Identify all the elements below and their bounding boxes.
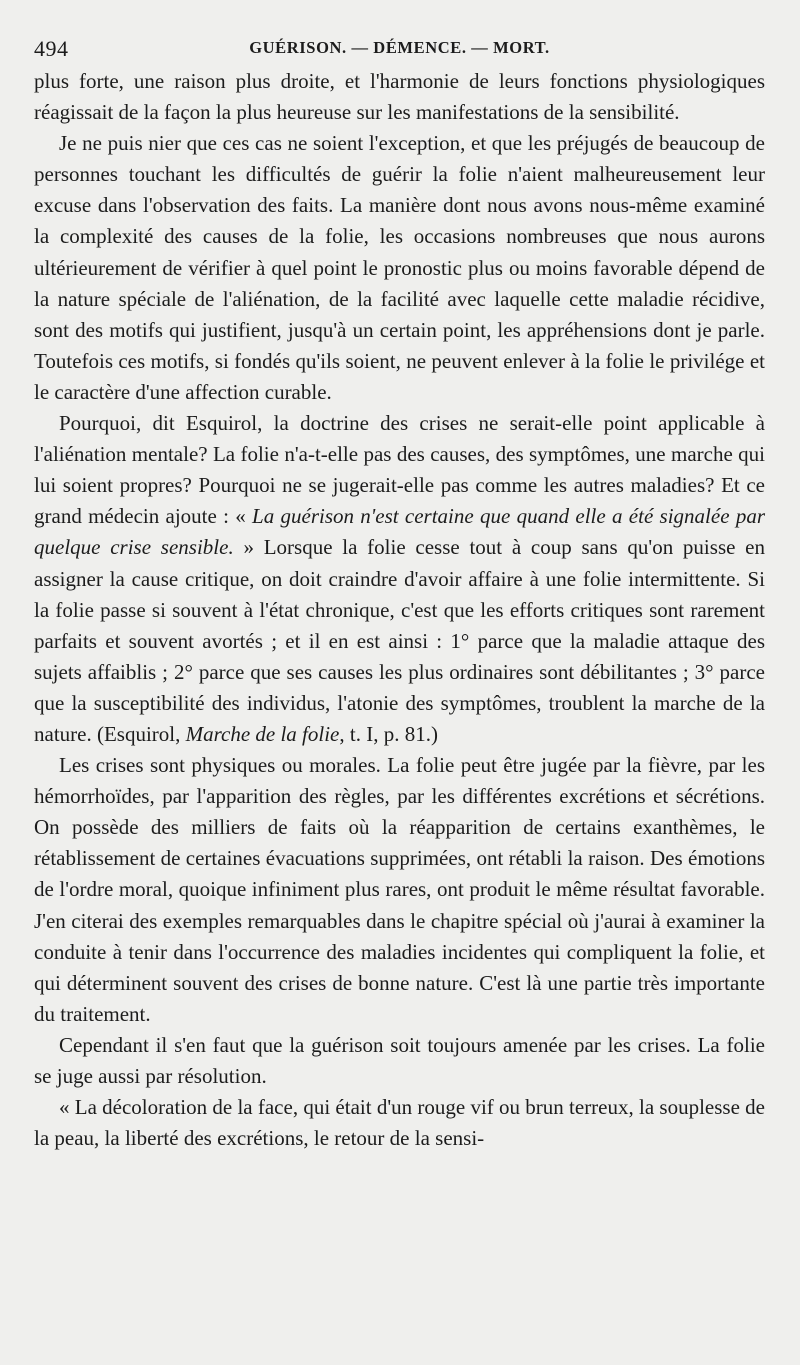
paragraph-3-citation-end: , t. I, p. 81.) [339, 721, 438, 746]
paragraph-3-text-before-quote: Pourquoi, dit Esquirol, la doctrine des crises ne serait-elle point applicable à l'aliénation mentale? La folie n'a-t-elle pas des causes, des symptômes, une marche qui lui soient propres? Pourquoi ne se jugerait-elle pas comme les autres maladies? Et ce grand médecin ajoute : « [34, 411, 765, 529]
paragraph-2: Je ne puis nier que ces cas ne soient l'exception, et que les préjugés de beaucoup de personnes touchant les difficultés de guérir la folie n'aient malheureusement leur excuse dans l'observation des faits. La manière dont nous avons nous-même examiné la complexité des causes de la folie, les occasions nombreuses que nous aurons ultérieurement de vérifier à quel point le pronostic plus ou moins favorable dépend de la nature spéciale de l'aliénation, de la facilité avec laquelle cette maladie récidive, sont des motifs qui justifient, jusqu'à un certain point, les appréhensions dont je parle. Toutefois ces motifs, si fondés qu'ils soient, ne peuvent enlever à la folie le privilége et le caractère d'une affection curable. [34, 131, 765, 404]
body-text [34, 66, 765, 1154]
running-head [34, 30, 765, 66]
paragraph-1: plus forte, une raison plus droite, et l'harmonie de leurs fonctions physiologiques réagissait de la façon la plus heureuse sur les manifestations de la sensibilité. [34, 69, 765, 125]
page-number: 494 [34, 36, 69, 61]
paragraph-3-text-middle: » Lorsque la folie cesse tout à coup sans qu'on puisse en assigner la cause critique, on doit craindre d'avoir affaire à une folie intermittente. Si la folie passe si souvent à l'état chronique, c'est que les efforts critiques sont rarement parfaits et souvent avortés ; et il en est ainsi : 1° parce que la maladie attaque des sujets affaiblis ; 2° parce que ses causes les plus ordinaires sont débilitantes ; 3° parce que la susceptibilité des individus, l'atonie des symptômes, troublent la marche de la nature. (Esquirol, [34, 535, 766, 746]
paragraph-6: « La décoloration de la face, qui était d'un rouge vif ou brun terreux, la souplesse de la peau, la liberté des excrétions, le retour de la sensi- [34, 1095, 765, 1151]
paragraph-5: Cependant il s'en faut que la guérison soit toujours amenée par les crises. La folie se juge aussi par résolution. [34, 1032, 765, 1088]
esquirol-quote: La guérison n'est certaine que quand elle a été signalée par quelque crise sensible. [34, 504, 765, 560]
work-title: Marche de la folie [185, 721, 340, 746]
paragraph-3 [34, 408, 765, 750]
running-title: GUÉRISON. — DÉMENCE. — MORT. [249, 38, 550, 57]
paragraph-4: Les crises sont physiques ou morales. La folie peut être jugée par la fièvre, par les hémorrhoïdes, par l'apparition des règles, par les différentes excrétions et sécrétions. On possède des milliers de faits où la réapparition de certains exanthèmes, le rétablissement de certaines évacuations supprimées, ont rétabli la raison. Des émotions de l'ordre moral, quoique infiniment plus rares, ont produit le même résultat favorable. J'en citerai des exemples remarquables dans le chapitre spécial où j'aurai à examiner la conduite à tenir dans l'occurrence des maladies incidentes qui compliquent la folie, et qui déterminent souvent des crises de bonne nature. C'est là une partie très importante du traitement. [34, 753, 765, 1026]
